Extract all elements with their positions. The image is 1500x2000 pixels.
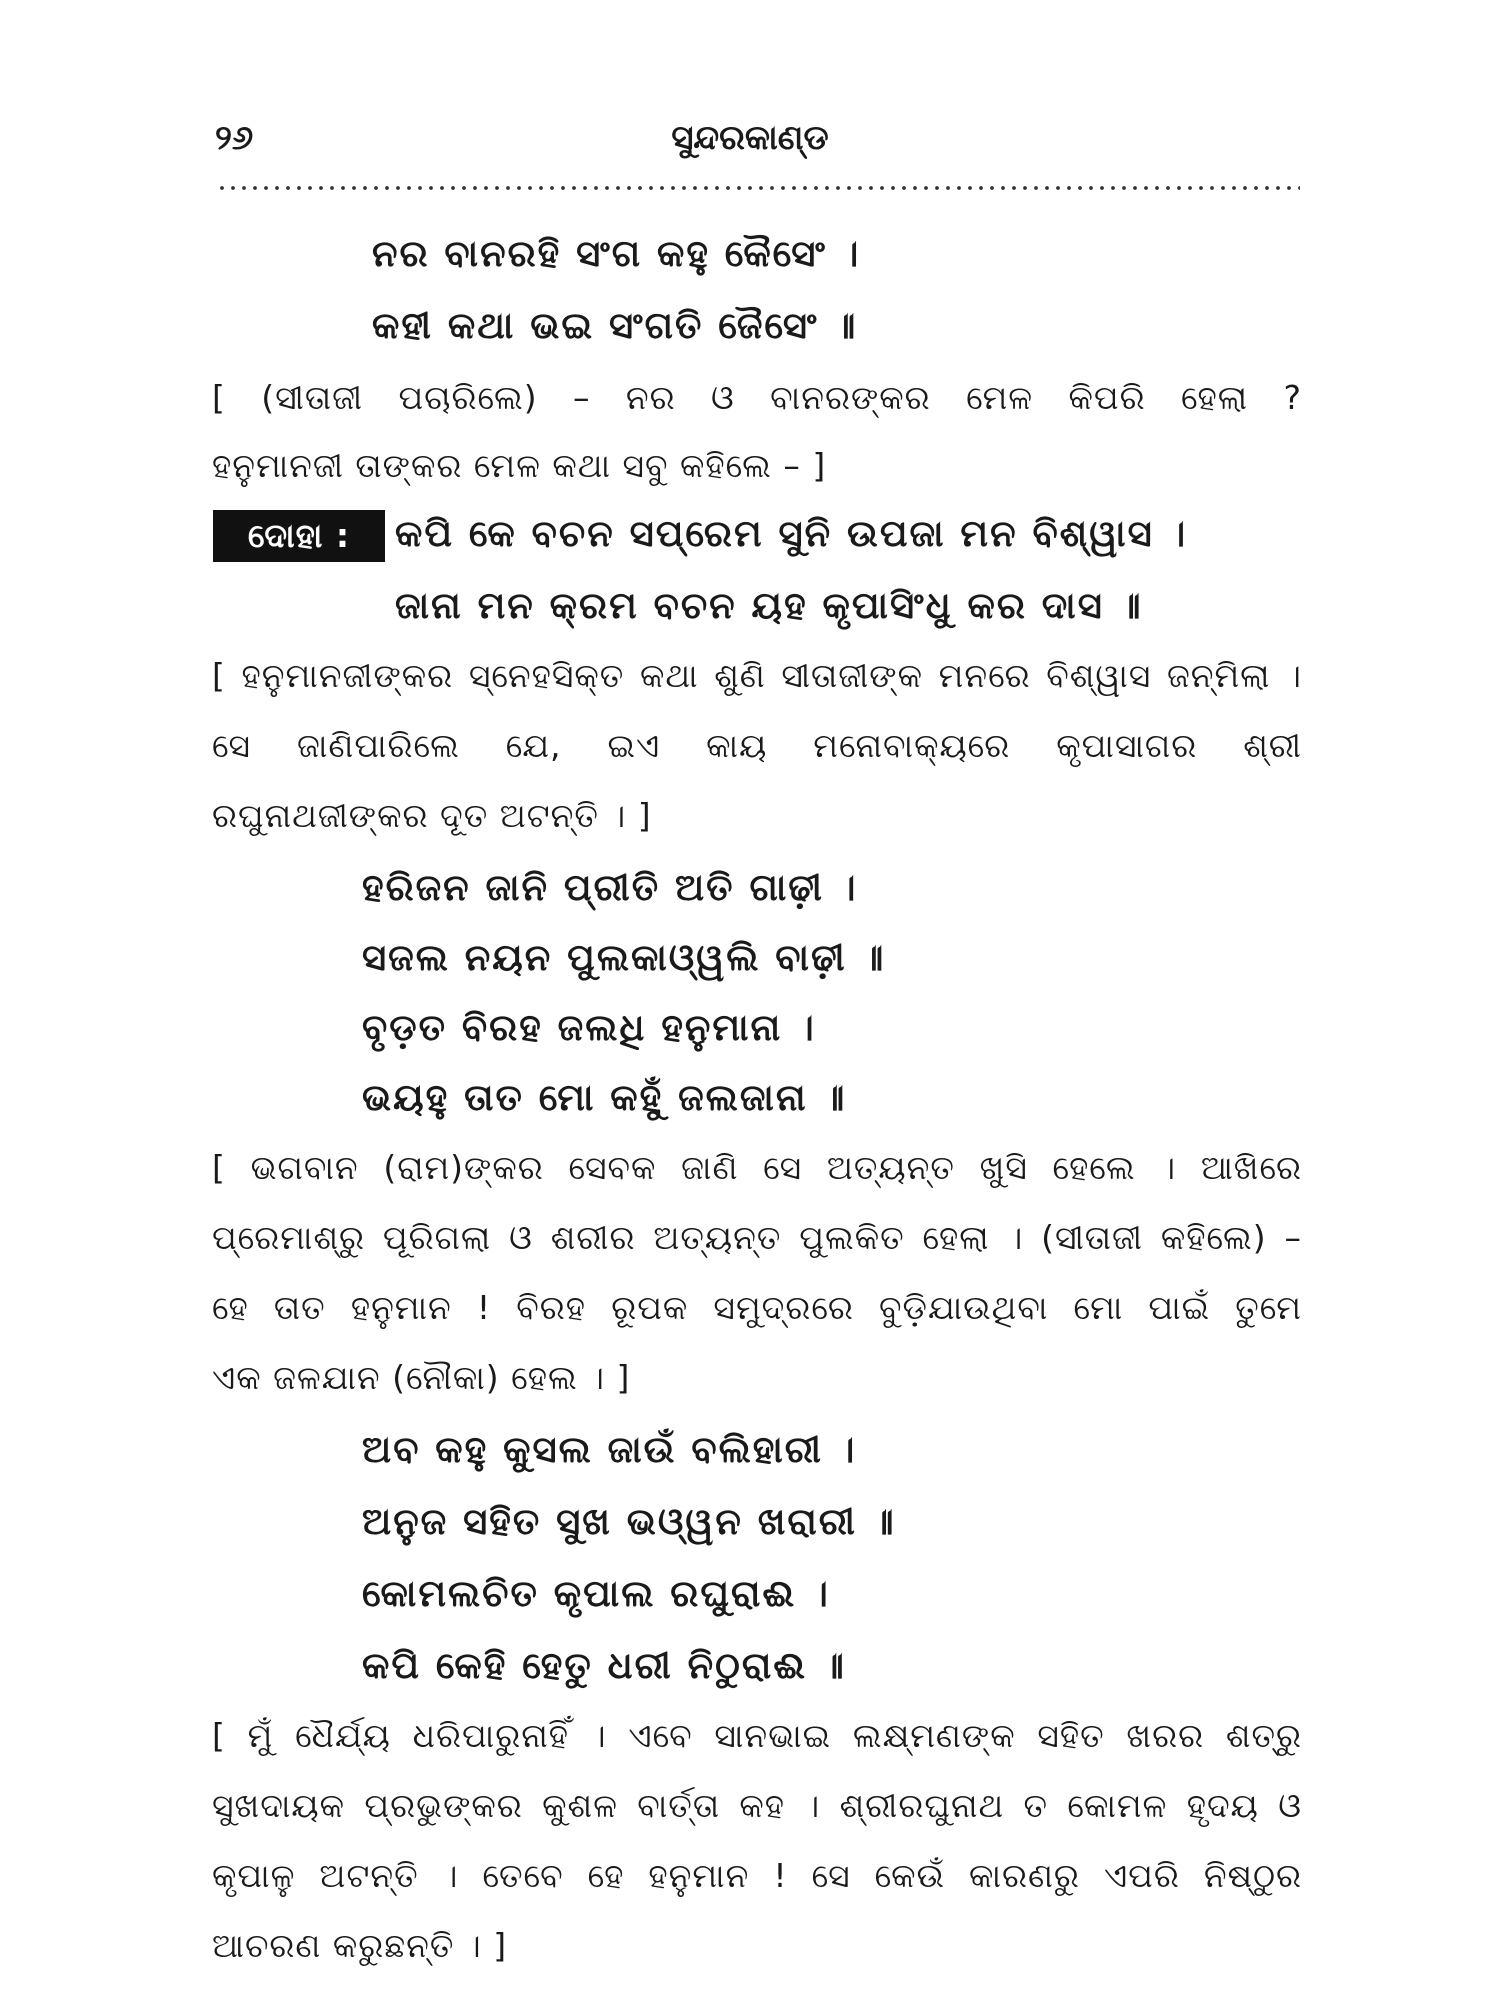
- running-title: ସୁନ୍ଦରକାଣ୍ଡ: [671, 118, 829, 158]
- prose-line: ଏକ ଜଳଯାନ (ନୌକା) ହେଲ । ]: [212, 1358, 631, 1397]
- prose-line: [ (ସୀତାଜୀ ପଚାରିଲେ) – ନର ଓ ବାନରଙ୍କର ମେଳ କିପରି ହେଲା ?: [212, 378, 1302, 417]
- prose-line: ସୁଖଦାୟକ ପ୍ରଭୁଙ୍କର କୁଶଳ ବାର୍ତ୍ତା କହ । ଶ୍ରୀରଘୁନାଥ ତ କୋମଳ ହୃଦୟ ଓ: [212, 1786, 1302, 1825]
- doha-label: ଦୋହା :: [213, 510, 385, 562]
- prose-line: [ ଭଗବାନ (ରାମ)ଙ୍କର ସେବକ ଜାଣି ସେ ଅତ୍ୟନ୍ତ ଖୁସି ହେଲେ । ଆଖିରେ: [212, 1148, 1302, 1187]
- header-rule: [218, 184, 1300, 192]
- verse-line: ନର ବାନରହି ସଂଗ କହୁ କୈସେଂ ।: [372, 232, 861, 275]
- doha-line: କପି କେ ବଚନ ସପ୍ରେମ ସୁନି ଉପଜା ମନ ବିଶ୍ୱାସ ।: [395, 512, 1188, 555]
- prose-line: ସେ ଜାଣିପାରିଲେ ଯେ, ଇଏ କାୟ ମନୋବାକ୍ୟରେ କୃପାସାଗର ଶ୍ରୀ: [212, 726, 1302, 765]
- verse-line: ଅନୁଜ ସହିତ ସୁଖ ଭଓ୍ୱନ ଖରାରୀ ॥: [362, 1500, 896, 1543]
- prose-line: ହନୁମାନଜୀ ତାଙ୍କର ମେଳ କଥା ସବୁ କହିଲେ – ]: [212, 446, 827, 485]
- verse-line: କପି କେହି ହେତୁ ଧରୀ ନିଠୁରାଈ ॥: [362, 1644, 846, 1687]
- verse-line: କହୀ କଥା ଭଇ ସଂଗତି ଜୈସେଂ ॥: [372, 304, 858, 347]
- page-number: ୨୬: [215, 118, 254, 158]
- prose-line: [ ହନୁମାନଜୀଙ୍କର ସ୍ନେହସିକ୍ତ କଥା ଶୁଣି ସୀତାଜୀଙ୍କ ମନରେ ବିଶ୍ୱାସ ଜନ୍ମିଲା ।: [212, 656, 1302, 695]
- prose-line: ହେ ତାତ ହନୁମାନ ! ବିରହ ରୂପକ ସମୁଦ୍ରରେ ବୁଡ଼ିଯାଉଥିବା ମୋ ପାଇଁ ତୁମେ: [212, 1288, 1302, 1327]
- prose-line: [ ମୁଁ ଧୈର୍ଯ୍ୟ ଧରିପାରୁନାହିଁ । ଏବେ ସାନଭାଇ ଲକ୍ଷ୍ମଣଙ୍କ ସହିତ ଖରର ଶତ୍ରୁ: [212, 1716, 1302, 1755]
- prose-line: ରଘୁନାଥଜୀଙ୍କର ଦୂତ ଅଟନ୍ତି । ]: [212, 796, 652, 835]
- prose-line: ପ୍ରେମାଶ୍ରୁ ପୂରିଗଲା ଓ ଶରୀର ଅତ୍ୟନ୍ତ ପୁଲକିତ ହେଲା । (ସୀତାଜୀ କହିଲେ) –: [212, 1218, 1302, 1257]
- prose-line: କୃପାଳୁ ଅଟନ୍ତି । ତେବେ ହେ ହନୁମାନ ! ସେ କେଉଁ କାରଣରୁ ଏପରି ନିଷ୍ଠୁର: [212, 1856, 1302, 1895]
- verse-line: ସଜଲ ନୟନ ପୁଲକାଓ୍ୱଲି ବାଢ଼ୀ ॥: [362, 936, 886, 979]
- verse-line: ଅବ କହୁ କୁସଲ ଜାଉଁ ବଲିହାରୀ ।: [362, 1428, 857, 1471]
- verse-line: ଭୟହୁ ତାତ ମୋ କହୁଁ ଜଲଜାନା ॥: [362, 1076, 847, 1119]
- doha-line: ଜାନା ମନ କ୍ରମ ବଚନ ୟହ କୃପାସିଂଧୁ କର ଦାସ ॥: [395, 584, 1143, 627]
- verse-line: କୋମଲଚିତ କୃପାଲ ରଘୁରାଈ ।: [362, 1572, 830, 1615]
- verse-line: ହରିଜନ ଜାନି ପ୍ରୀତି ଅତି ଗାଢ଼ୀ ।: [362, 866, 858, 909]
- verse-line: ବୃଡ଼ତ ବିରହ ଜଲଧି ହନୁମାନା ।: [362, 1006, 816, 1049]
- prose-line: ଆଚରଣ କରୁଛନ୍ତି । ]: [212, 1926, 508, 1965]
